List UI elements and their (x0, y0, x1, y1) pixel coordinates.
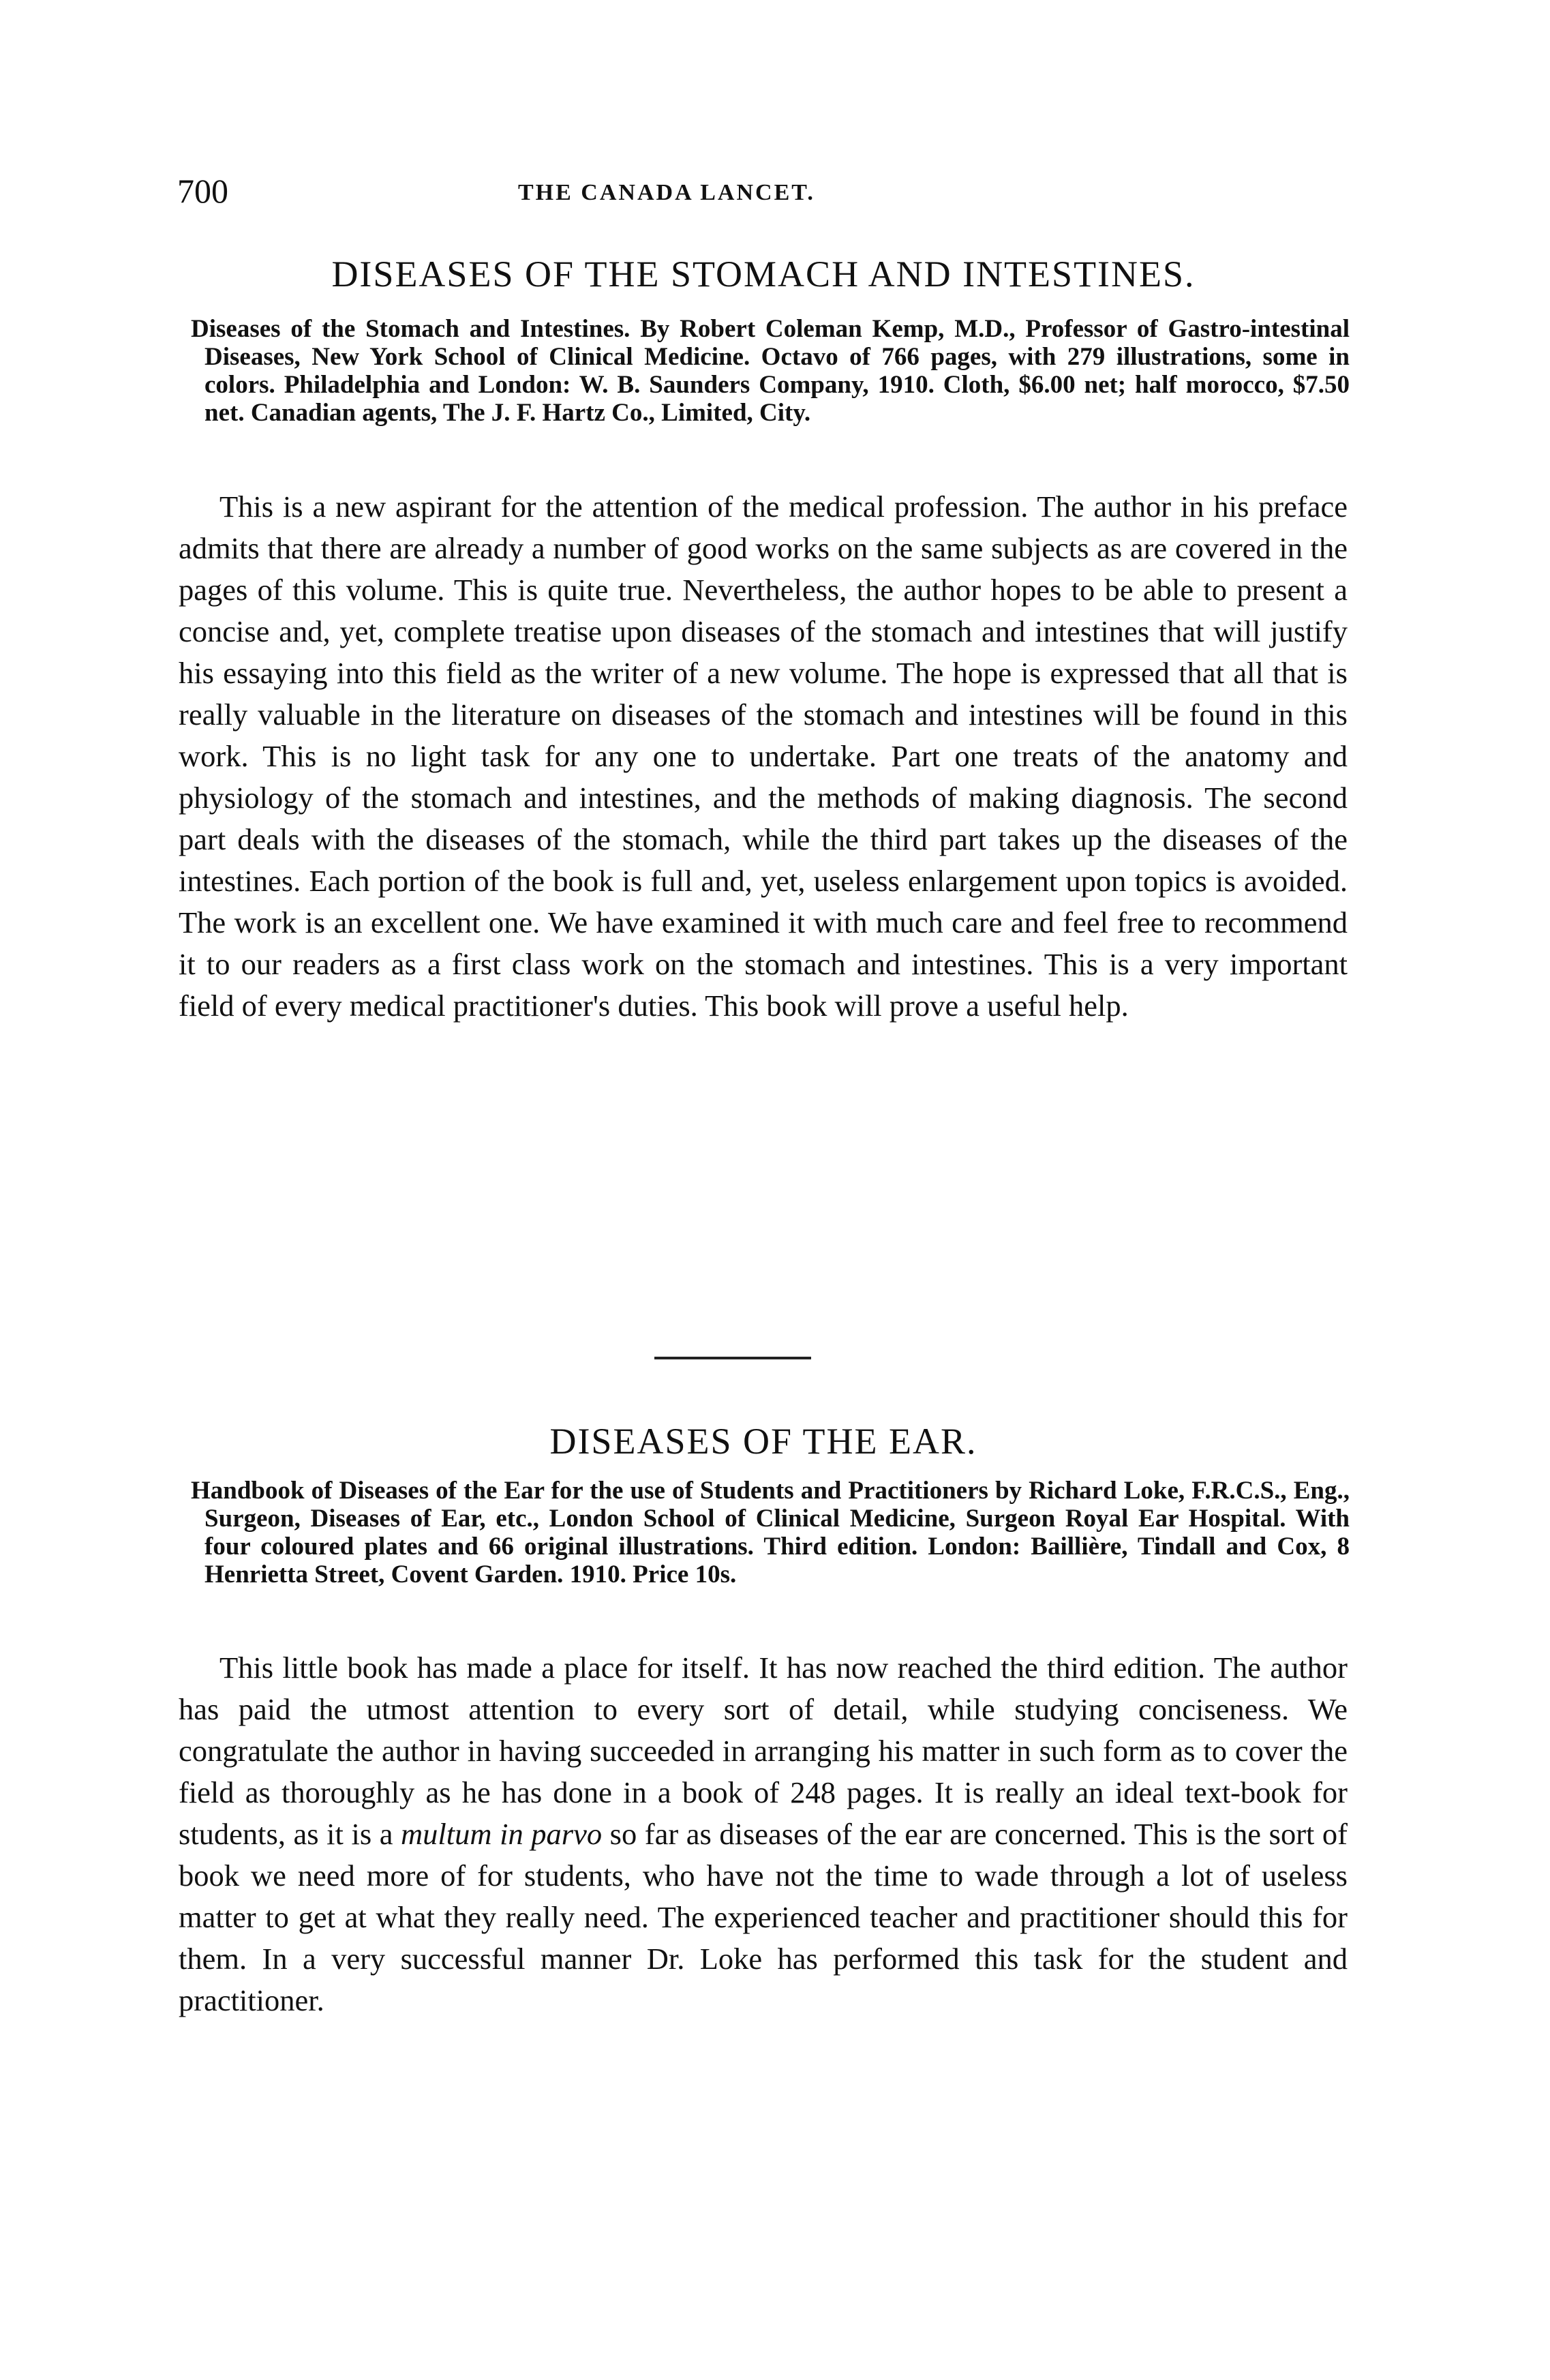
review-body-ear-part2: so far as diseases of the ear are concerned. This is the sort of book we need more of for students, who have not the time to wade through a lot of useless matter to get at what they really need. The experienced teacher and practitioner should this for them. In a very successful manner Dr. Loke has performed this task for the student and practitioner. (179, 1817, 1348, 2017)
page-header (177, 170, 1350, 218)
review-title-ear: DISEASES OF THE EAR. (549, 1421, 977, 1462)
page-number: 700 (177, 172, 228, 210)
latin-phrase: multum in parvo (401, 1817, 603, 1851)
review-body-ear-part1: This little book has made a place for itself. It has now reached the third edition. The author has paid the utmost attention to every sort of detail, while studying conciseness. We congratulate the author in having succeeded in arranging his matter in such form as to cover the field as thoroughly as he has done in a book of 248 pages. It is really an ideal text-book for students, as it is a (179, 1651, 1348, 1851)
review-title-stomach: DISEASES OF THE STOMACH AND INTESTINES. (331, 254, 1196, 295)
running-head: THE CANADA LANCET. (518, 180, 815, 205)
section-divider (654, 1357, 811, 1359)
review-body-stomach: This is a new aspirant for the attention of the medical profession. The author in his preface admits that there are already a number of good works on the same subjects as are covered in the pages of this volume. This is quite true. Nevertheless, the author hopes to be able to present a concise and, yet, complete treatise upon diseases of the stomach and intestines that will justify his essaying into this field as the writer of a new volume. The hope is expressed that all that is really valuable in the literature on diseases of the stomach and intestines will be found in this work. This is no light task for any one to undertake. Part one treats of the anatomy and physiology of the stomach and intestines, and the methods of making diagnosis. The second part deals with the diseases of the stomach, while the third part takes up the diseases of the intestines. Each portion of the book is full and, yet, useless enlargement upon topics is avoided. The work is an excellent one. We have examined it with much care and feel free to recommend it to our readers as a first class work on the stomach and intestines. This is a very important field of every medical practitioner's duties. This book will prove a useful help. (179, 489, 1348, 1023)
review-body-ear (179, 1647, 1348, 2021)
citation-ear: Handbook of Diseases of the Ear for the use of Students and Practitioners by Richard Loke, F.R.C.S., Eng., Surgeon, Diseases of Ear, etc., London School of Clinical Medicine, Surgeon Royal Ear Hospital. With four coloured plates and 66 original illustrations. Third edition. London: Baillière, Tindall and Cox, 8 Henrietta Street, Covent Garden. 1910. Price 10s. (191, 1477, 1350, 1588)
citation-stomach: Diseases of the Stomach and Intestines. By Robert Coleman Kemp, M.D., Professor of Gastro-intestinal Diseases, New York School of Clinical Medicine. Octavo of 766 pages, with 279 illustrations, some in colors. Philadelphia and London: W. B. Saunders Company, 1910. Cloth, $6.00 net; half morocco, $7.50 net. Canadian agents, The J. F. Hartz Co., Limited, City. (191, 315, 1350, 427)
